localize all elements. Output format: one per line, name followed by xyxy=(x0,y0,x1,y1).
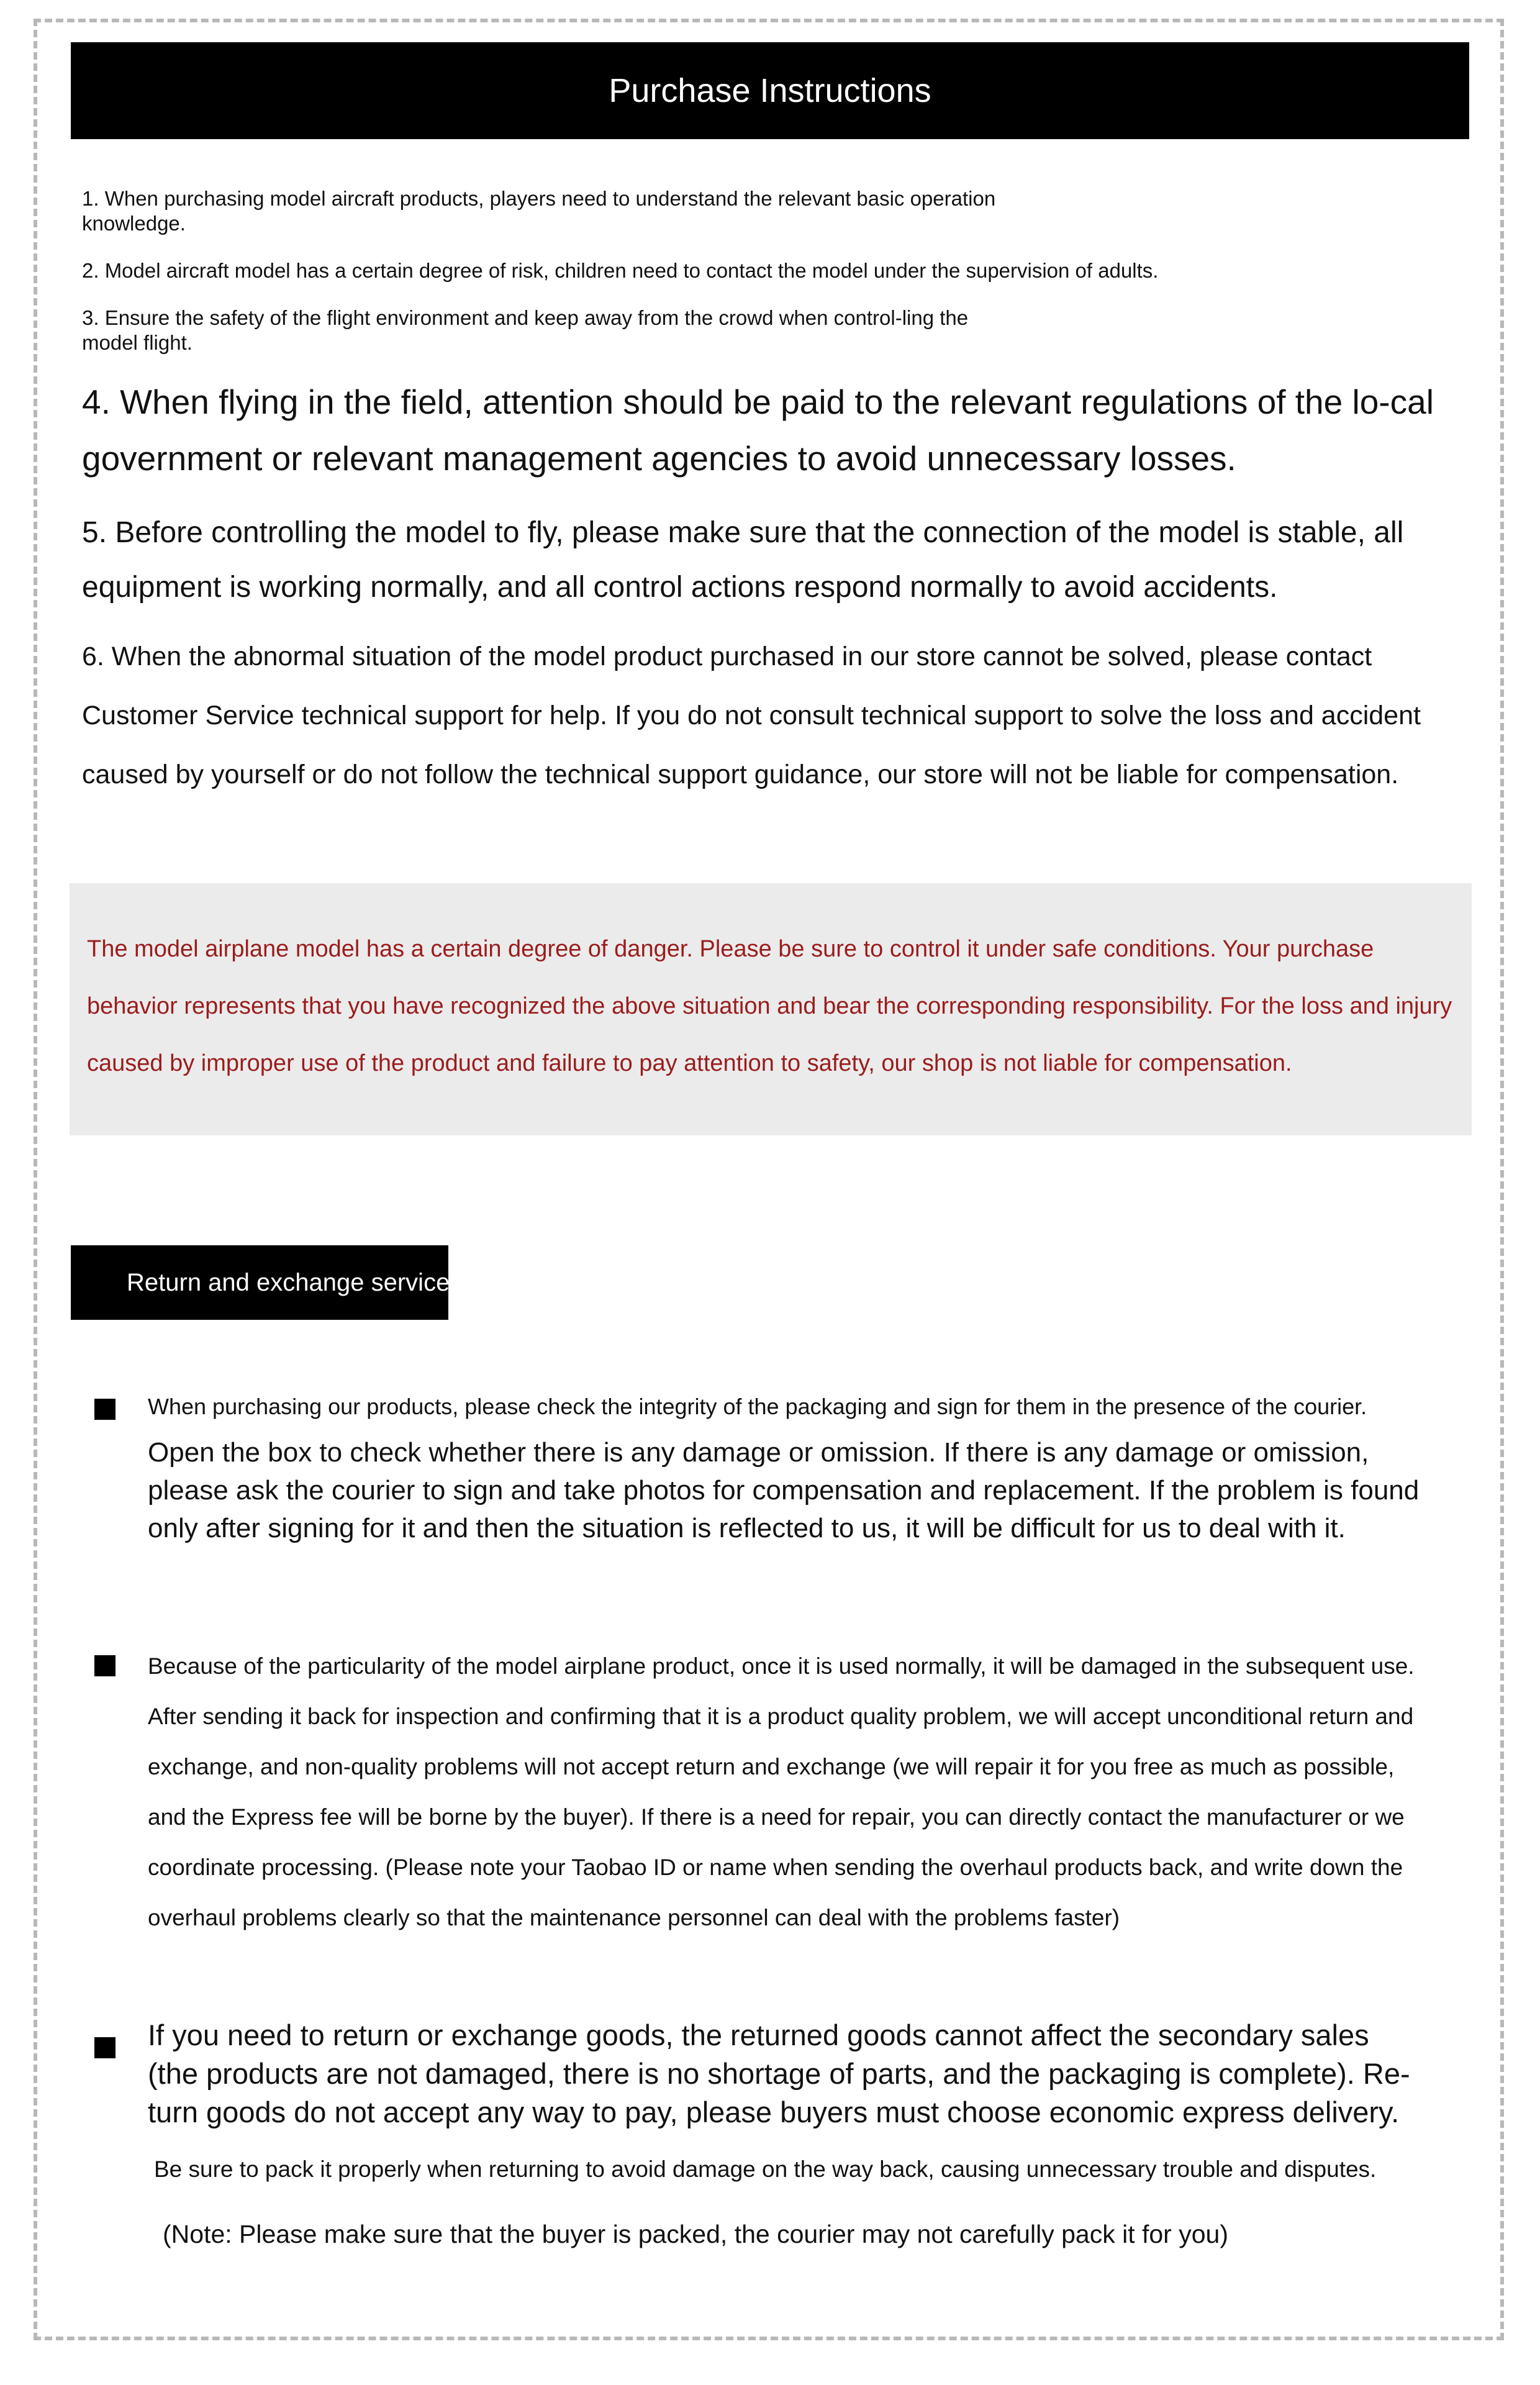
return-item-2 xyxy=(148,1641,1427,1943)
return-item-1-lead: When purchasing our products, please check the integrity of the packaging and sign for them in the presence of the courier. xyxy=(148,1394,1367,1419)
return-section-header xyxy=(71,1245,448,1320)
bullet-square-icon xyxy=(94,1655,116,1676)
instruction-6: 6. When the abnormal situation of the model product purchased in our store cannot be solved, please contact Customer Service technical support for help. If you do not consult technical support to solve the loss and accident caused by yourself or do not follow the technical support guidance, our store will not be liable for compensation. xyxy=(82,642,1421,789)
bullet-square-icon xyxy=(94,2037,116,2058)
instruction-4: 4. When flying in the field, attention should be paid to the relevant regulations of the lo-cal government or relevant management agencies to avoid unnecessary losses. xyxy=(82,383,1434,478)
return-item-1 xyxy=(148,1392,1427,1547)
instructions-list xyxy=(82,186,1454,804)
return-item-3-body: If you need to return or exchange goods, the returned goods cannot affect the secondary sales (the products are not damaged, there is no shortage of parts, and the packaging is complete). Re-turn goods do not accept any way to pay, please buyers must choose economic express delivery. xyxy=(148,2019,1410,2128)
instruction-1: 1. When purchasing model aircraft products, players need to understand the relevant basic operation knowledge. xyxy=(82,187,996,235)
instruction-3: 3. Ensure the safety of the flight environment and keep away from the crowd when control-ling the model flight. xyxy=(82,306,969,354)
page-title: Purchase Instructions xyxy=(609,72,931,109)
safety-warning-box xyxy=(70,883,1472,1135)
bullet-square-icon xyxy=(94,1399,116,1420)
page-title-bar xyxy=(71,42,1469,139)
instruction-5: 5. Before controlling the model to fly, please make sure that the connection of the model is stable, all equipment is working normally, and all control actions respond normally to avoid accidents. xyxy=(82,516,1404,604)
return-item-1-body: Open the box to check whether there is any damage or omission. If there is any damage or omission, please ask the courier to sign and take photos for compensation and replacement. If the problem is found only after signing for it and then the situation is reflected to us, it will be difficult for us to deal with it. xyxy=(148,1437,1420,1543)
packing-reminder: Be sure to pack it properly when returning to avoid damage on the way back, causing unnecessary trouble and disputes. xyxy=(154,2156,1377,2182)
packing-note: (Note: Please make sure that the buyer is packed, the courier may not carefully pack it for you) xyxy=(163,2220,1228,2248)
return-section-title: Return and exchange service xyxy=(127,1268,450,1296)
return-item-2-body: Because of the particularity of the model airplane product, once it is used normally, it will be damaged in the subsequent use. After sending it back for inspection and confirming that it is a product quality problem, we will accept unconditional return and exchange, and non-quality problems will not accept return and exchange (we will repair it for you free as much as possible, and the Express fee will be borne by the buyer). If there is a need for repair, you can directly contact the manufacturer or we coordinate processing. (Please note your Taobao ID or name when sending the overhaul products back, and write down the overhaul problems clearly so that the maintenance personnel can deal with the problems faster) xyxy=(148,1653,1415,1930)
safety-warning-text: The model airplane model has a certain degree of danger. Please be sure to control it under safe conditions. Your purchase behavior represents that you have recognized the above situation and bear the corresponding responsibility. For the loss and injury caused by improper use of the product and failure to pay attention to safety, our shop is not liable for compensation. xyxy=(87,936,1452,1076)
instruction-2: 2. Model aircraft model has a certain degree of risk, children need to contact the model under the supervision of adults. xyxy=(82,259,1159,282)
return-item-3 xyxy=(148,2016,1427,2132)
